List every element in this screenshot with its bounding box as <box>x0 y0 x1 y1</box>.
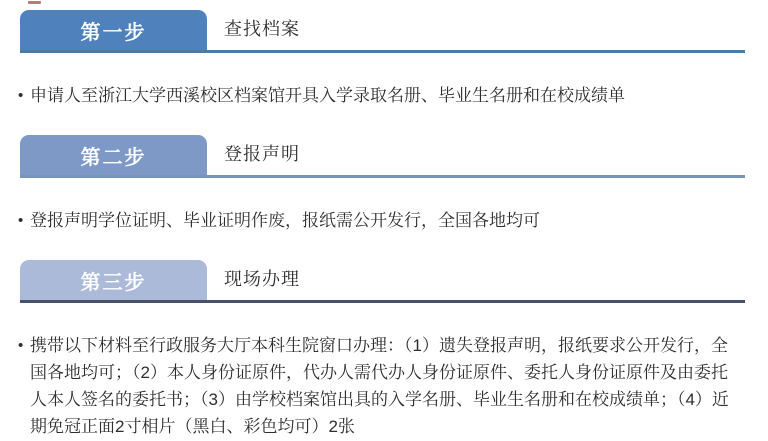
step-note <box>18 82 742 109</box>
step-note <box>18 332 742 440</box>
step-tab-label: 第三步 <box>80 271 147 294</box>
step-title: 查找档案 <box>224 19 300 39</box>
step-note-text: 携带以下材料至行政服务大厅本科生院窗口办理：（1）遗失登报声明，报纸要求公开发行，全国各地均可；（2）本人身份证原件，代办人需代办人身份证原件、委托人身份证原件及由委托人本人签名的委托书；（3）由学校档案馆出具的入学名册、毕业生名册和在校成绩单；（4）近期免冠正面2寸相片（黑白、彩色均可）2张 <box>30 336 729 436</box>
step-tab <box>20 10 207 50</box>
top-left-artifact-dash <box>28 1 41 4</box>
step-tab-label: 第二步 <box>80 146 147 169</box>
step-note-text: 申请人至浙江大学西溪校区档案馆开具入学录取名册、毕业生名册和在校成绩单 <box>30 86 625 105</box>
step-title: 现场办理 <box>224 269 300 289</box>
step-note-text: 登报声明学位证明、毕业证明作废，报纸需公开发行，全国各地均可 <box>30 211 540 230</box>
step-title: 登报声明 <box>224 144 300 164</box>
step-tab-label: 第一步 <box>80 21 147 44</box>
step-section-1 <box>0 10 768 109</box>
step-header <box>20 10 745 53</box>
step-note <box>18 207 742 234</box>
bullet-marker-icon: • <box>18 337 24 354</box>
bullet-marker-icon: • <box>18 212 24 229</box>
step-tab <box>20 260 207 300</box>
step-section-2 <box>0 135 768 234</box>
step-header <box>20 260 745 303</box>
bullet-marker-icon: • <box>18 87 24 104</box>
step-tab <box>20 135 207 175</box>
step-section-3 <box>0 260 768 440</box>
step-header <box>20 135 745 178</box>
